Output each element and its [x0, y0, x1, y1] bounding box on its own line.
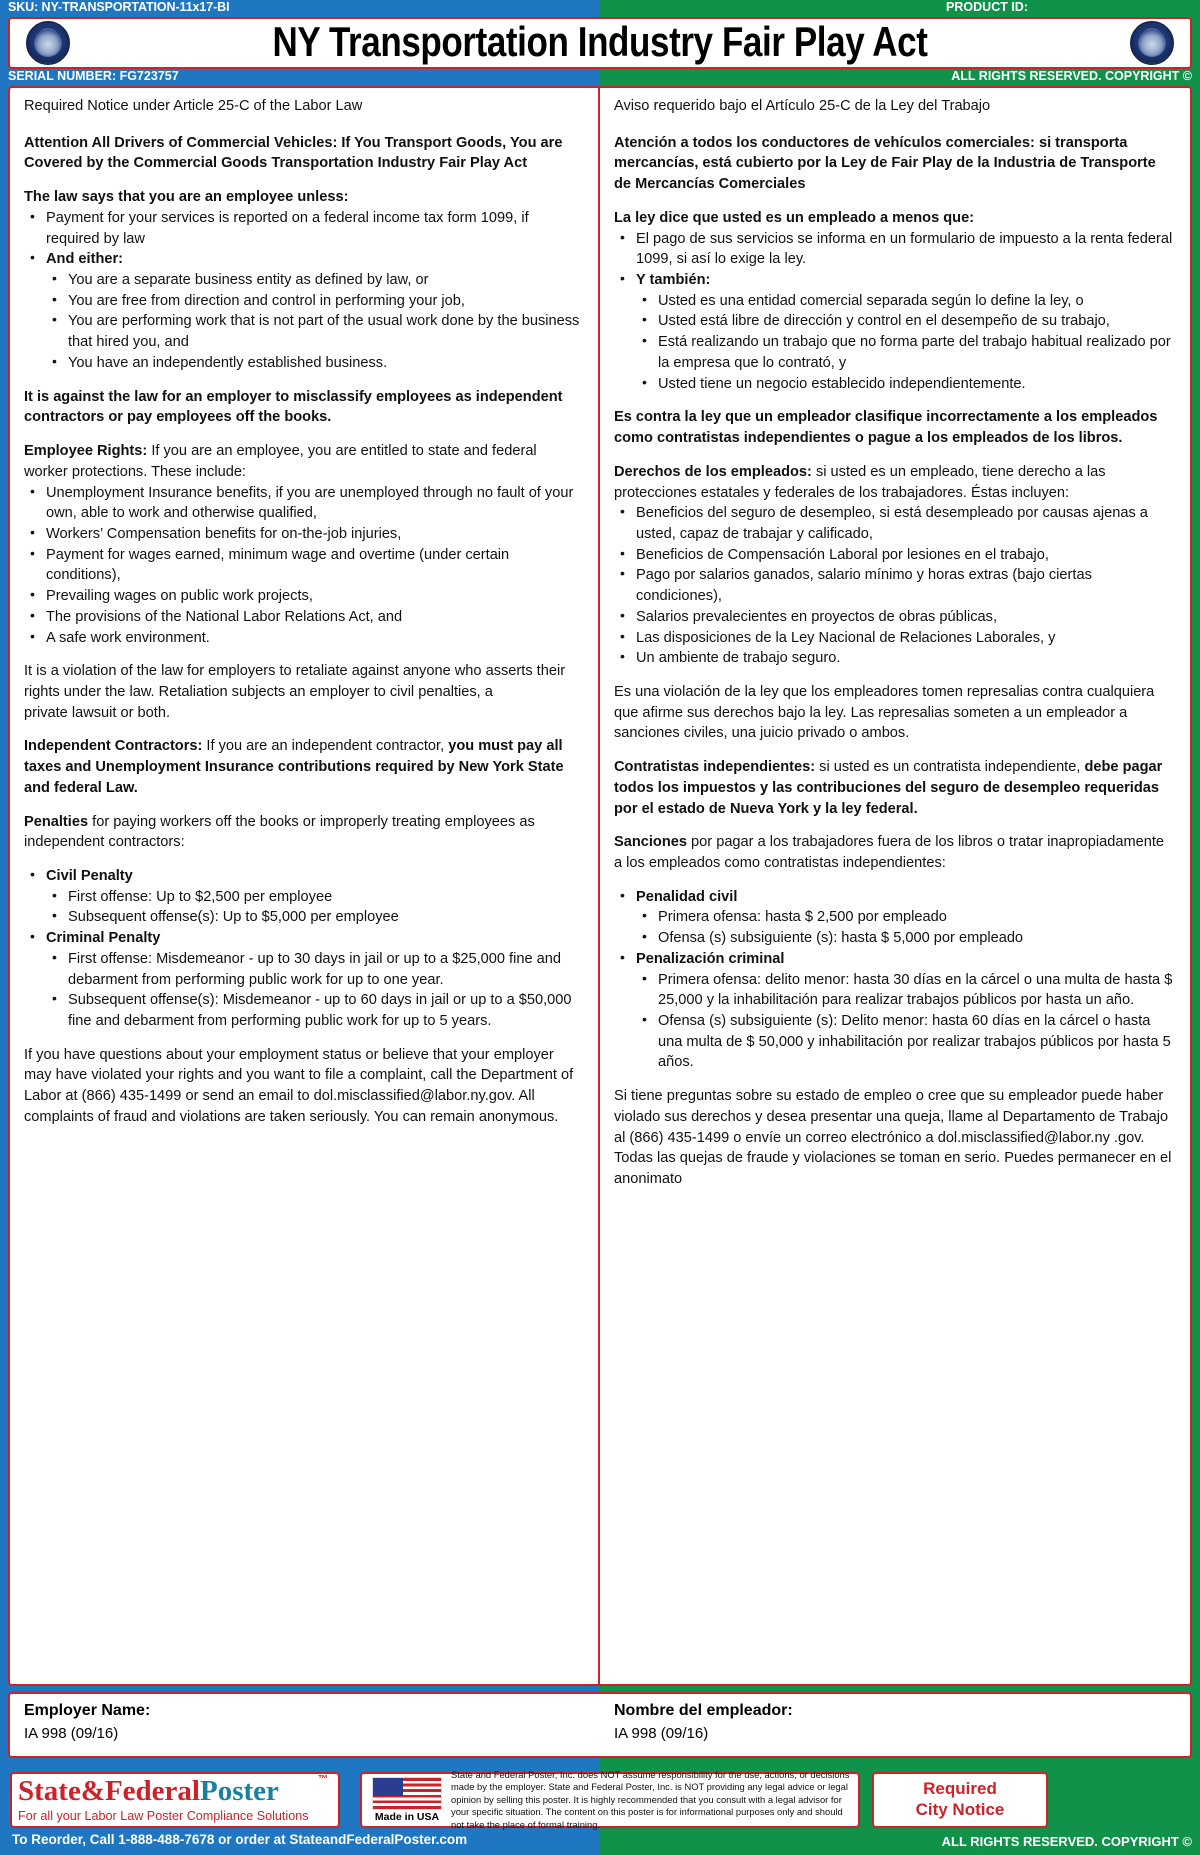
and-either-list-es	[636, 291, 1176, 395]
penalties-list-es	[614, 887, 1176, 1073]
employee-rights-paragraph-es	[614, 462, 1176, 503]
usa-flag-icon	[372, 1777, 442, 1810]
disclaimer-text: State and Federal Poster, Inc. does NOT assume responsibility for the use, actions, or decisions made by the employer. State and Federal Poster, Inc. is NOT providing any legal advice or legal opinion by selling this poster. It is highly recommended that you consult with a legal advisor for your specific situation. The content on this poster is for informational purposes only and should not take the place of formal training.	[451, 1768, 850, 1830]
logo-poster: Poster	[200, 1775, 279, 1807]
rights-reserved-bottom: ALL RIGHTS RESERVED. COPYRIGHT ©	[941, 1834, 1192, 1849]
reorder-info[interactable]: To Reorder, Call 1-888-488-7678 or order at StateandFederalPoster.com	[12, 1832, 468, 1847]
employer-name-es	[600, 1694, 1190, 1756]
list-item: • Subsequent offense(s): Misdemeanor - up to 60 days in jail or up to a $50,000 fine and debarment from performing public work for up to 5 years.	[68, 990, 584, 1031]
and-either-label-es: Y también:	[636, 272, 711, 289]
list-item: • Un ambiente de trabajo seguro.	[636, 648, 1176, 669]
criminal-penalty-label-es: Penalización criminal	[636, 950, 785, 967]
criminal-penalty-label-en: Criminal Penalty	[46, 930, 161, 947]
independent-contractors-paragraph-es	[614, 757, 1176, 819]
employee-rights-paragraph-en	[24, 441, 584, 482]
penalties-list-en	[24, 866, 584, 1032]
independent-contractors-plain-en: If you are an independent contractor,	[202, 738, 449, 755]
penalties-body-en: for paying workers off the books or improperly treating employees as independent contractors:	[24, 813, 535, 851]
list-item: • Prevailing wages on public work projects,	[46, 586, 584, 607]
employer-name-label-es: Nombre del empleador:	[614, 1702, 793, 1719]
list-item: • Usted está libre de dirección y control en el desempeño de su trabajo,	[658, 311, 1176, 332]
independent-contractors-label-en: Independent Contractors:	[24, 738, 203, 755]
logo-state-federal: State&Federal	[18, 1775, 200, 1807]
list-item: • A safe work environment.	[46, 628, 584, 649]
law-says-heading-en: The law says that you are an employee unless:	[24, 189, 349, 206]
employer-name-label-en: Employer Name:	[24, 1702, 151, 1719]
attention-heading-es: Atención a todos los conductores de vehículos comerciales: si transporta mercancías, está cubierto por la Ley de Fair Play de la Industria de Transporte de Mercancías Comerciales	[614, 134, 1156, 193]
list-item: • First offense: Up to $2,500 per employee	[68, 887, 584, 908]
product-id-label: PRODUCT ID:	[946, 0, 1028, 14]
list-item: • Primera ofensa: delito menor: hasta 30 días en la cárcel o una multa de hasta $ 25,000 y la inhabilitación para realizar trabajos públicos por hasta un año.	[658, 970, 1176, 1011]
form-code-en: IA 998 (09/16)	[24, 1724, 119, 1742]
ny-state-seal-left-icon	[26, 21, 70, 65]
employee-rights-body-en: If you are an employee, you are entitled to state and federal worker protections. These include:	[24, 443, 537, 480]
civil-penalty-label-es: Penalidad civil	[636, 888, 738, 905]
penalties-body-es: por pagar a los trabajadores fuera de los libros o tratar inapropiadamente a los empleados como contratistas independientes:	[614, 834, 1165, 871]
employee-rights-body-es: si usted es un empleado, tiene derecho a las protecciones estatales y federales de los trabajadores. Éstas incluyen:	[614, 463, 1106, 501]
law-says-heading-es: La ley dice que usted es un empleado a menos que:	[614, 209, 975, 226]
retaliation-paragraph-en: It is a violation of the law for employers to retaliate against anyone who asserts their rights under the law. Retaliation subjects an employer to civil penalties, a	[24, 663, 566, 700]
list-item	[46, 249, 584, 373]
serial-strip	[0, 69, 1200, 86]
logo-tagline: For all your Labor Law Poster Compliance Solutions	[18, 1809, 309, 1823]
penalties-paragraph-en	[24, 812, 584, 853]
made-in-usa-label: Made in USA	[374, 1811, 440, 1823]
employee-rights-list-es	[614, 503, 1176, 669]
civil-penalty-list-en	[46, 887, 584, 928]
employee-rights-list-en	[24, 483, 584, 649]
form-code-es: IA 998 (09/16)	[614, 1724, 709, 1742]
list-item: • Usted tiene un negocio establecido independientemente.	[658, 374, 1176, 395]
list-item: • Las disposiciones de la Ley Nacional de Relaciones Laborales, y	[636, 628, 1176, 649]
company-logo[interactable]	[10, 1772, 340, 1828]
independent-contractors-paragraph-en	[24, 736, 584, 798]
notice-content	[8, 86, 1192, 1686]
employer-name-row	[8, 1692, 1192, 1758]
list-item: • You are a separate business entity as defined by law, or	[68, 270, 584, 291]
list-item: • Payment for wages earned, minimum wage and overtime (under certain conditions),	[46, 545, 584, 586]
independent-contractors-label-es: Contratistas independientes:	[614, 759, 816, 776]
flag-canton	[373, 1778, 403, 1796]
misclassify-paragraph-en: It is against the law for an employer to misclassify employees as independent contractors or pay employees off the books.	[24, 388, 563, 426]
attention-heading-en: Attention All Drivers of Commercial Vehicles: If You Transport Goods, You are Covered by the Commercial Goods Transportation Industry Fair Play Act	[24, 134, 563, 172]
list-item	[636, 887, 1176, 949]
logo-wordmark	[18, 1774, 332, 1807]
list-item: • Salarios prevalecientes en proyectos de obras públicas,	[636, 607, 1176, 628]
misclassify-paragraph-es: Es contra la ley que un empleador clasifique incorrectamente a los empleados como contratistas independientes o pague a los empleados de los libros.	[614, 409, 1158, 447]
penalties-label-es: Sanciones	[614, 834, 687, 851]
list-item: • You have an independently established business.	[68, 353, 584, 374]
list-item	[636, 270, 1176, 394]
and-either-list-en	[46, 270, 584, 374]
list-item: • Primera ofensa: hasta $ 2,500 por empleado	[658, 907, 1176, 928]
list-item: • Pago por salarios ganados, salario mínimo y horas extras (bajo ciertas condiciones),	[636, 565, 1176, 606]
list-item: • Ofensa (s) subsiguiente (s): Delito menor: hasta 60 días en la cárcel o hasta una multa de $ 50,000 y inhabilitación por realizar trabajos públicos por hasta 5 años.	[658, 1011, 1176, 1073]
ny-state-seal-right-icon	[1130, 21, 1174, 65]
list-item: • Usted es una entidad comercial separada según lo define la ley, o	[658, 291, 1176, 312]
list-item: • First offense: Misdemeanor - up to 30 days in jail or up to a $25,000 fine and debarment from performing public work for up to one year.	[68, 949, 584, 990]
penalties-label-en: Penalties	[24, 813, 89, 830]
spanish-column	[600, 88, 1190, 1684]
list-item: • Subsequent offense(s): Up to $5,000 per employee	[68, 907, 584, 928]
required-city-notice-badge	[872, 1772, 1048, 1828]
trademark-symbol: ™	[318, 1774, 328, 1785]
city-notice-line1: Required	[923, 1779, 997, 1799]
law-says-list-en	[24, 208, 584, 374]
list-item: • Unemployment Insurance benefits, if you are unemployed through no fault of your own, able to work and otherwise qualified,	[46, 483, 584, 524]
required-notice-en: Required Notice under Article 25-C of the Labor Law	[24, 98, 363, 114]
city-notice-line2: City Notice	[915, 1800, 1005, 1819]
required-notice-es: Aviso requerido bajo el Artículo 25-C de la Ley del Trabajo	[614, 98, 991, 114]
employee-rights-label-en: Employee Rights:	[24, 443, 148, 460]
questions-paragraph-es: Si tiene preguntas sobre su estado de empleo o cree que su empleador puede haber violado sus derechos y desea presentar una queja, llame al Departamento de Trabajo al (866) 435-1499 o envíe un correo electrónico a dol.misclassified@labor.ny .gov. Todas las quejas de fraude y violaciones se toman en serio. Puedes permanecer en el anonimato	[614, 1088, 1172, 1188]
made-in-usa-block	[367, 1777, 447, 1823]
disclaimer-panel	[360, 1768, 860, 1830]
penalties-paragraph-es	[614, 832, 1176, 873]
civil-penalty-list-es	[636, 907, 1176, 948]
list-item: • Payment for your services is reported on a federal income tax form 1099, if required by law	[46, 208, 584, 249]
list-item	[46, 866, 584, 928]
list-item: • El pago de sus servicios se informa en un formulario de impuesto a la renta federal 1099, si así lo exige la ley.	[636, 229, 1176, 270]
poster-title-band	[8, 17, 1192, 69]
list-item: • Workers’ Compensation benefits for on-the-job injuries,	[46, 524, 584, 545]
retaliation-paragraph-es: Es una violación de la ley que los empleadores tomen represalias contra cualquiera que afirme sus derechos bajo la ley. Las represalias someten a un empleador a sanciones civiles, una juicio privado o ambos.	[614, 683, 1155, 742]
civil-penalty-label-en: Civil Penalty	[46, 868, 133, 884]
retaliation-paragraph-en-line2: private lawsuit or both.	[24, 704, 171, 721]
list-item: • You are performing work that is not part of the usual work done by the business that hired you, and	[68, 311, 584, 352]
and-either-label-en: And either:	[46, 251, 124, 268]
english-column	[10, 88, 600, 1684]
list-item: • You are free from direction and control in performing your job,	[68, 291, 584, 312]
list-item	[46, 928, 584, 1032]
top-info-strip	[0, 0, 1200, 17]
sku-label: SKU: NY-TRANSPORTATION-11x17-BI	[8, 0, 230, 14]
page-title: NY Transportation Industry Fair Play Act	[272, 19, 928, 66]
employer-name-en	[10, 1694, 600, 1756]
law-says-list-es	[614, 229, 1176, 395]
independent-contractors-bold-es: debe pagar todos los impuestos y las contribuciones del seguro de desempleo requeridas por el estado de Nueva York y la ley federal.	[614, 759, 1163, 817]
list-item: • The provisions of the National Labor Relations Act, and	[46, 607, 584, 628]
list-item: • Está realizando un trabajo que no forma parte del trabajo habitual realizado por la empresa que lo contrató, y	[658, 332, 1176, 373]
serial-number-label: SERIAL NUMBER: FG723757	[8, 69, 179, 83]
rights-reserved-top: ALL RIGHTS RESERVED. COPYRIGHT ©	[951, 69, 1192, 83]
list-item: • Beneficios de Compensación Laboral por lesiones en el trabajo,	[636, 545, 1176, 566]
independent-contractors-plain-es: si usted es un contratista independiente,	[815, 759, 1085, 776]
criminal-penalty-list-es	[636, 970, 1176, 1074]
questions-paragraph-en: If you have questions about your employment status or believe that your employer may have violated your rights and you want to file a complaint, call the Department of Labor at (866) 435-1499 or send an email to dol.misclassified@labor.ny.gov. All complaints of fraud and violations are taken seriously. You can remain anonymous.	[24, 1046, 574, 1125]
employee-rights-label-es: Derechos de los empleados:	[614, 463, 812, 480]
independent-contractors-bold-en: you must pay all taxes and Unemployment Insurance contributions required by New York State and federal Law.	[24, 738, 564, 796]
list-item: • Ofensa (s) subsiguiente (s): hasta $ 5,000 por empleado	[658, 928, 1176, 949]
criminal-penalty-list-en	[46, 949, 584, 1032]
list-item: • Beneficios del seguro de desempleo, si está desempleado por causas ajenas a usted, capaz de trabajar y calificado,	[636, 503, 1176, 544]
list-item	[636, 949, 1176, 1073]
